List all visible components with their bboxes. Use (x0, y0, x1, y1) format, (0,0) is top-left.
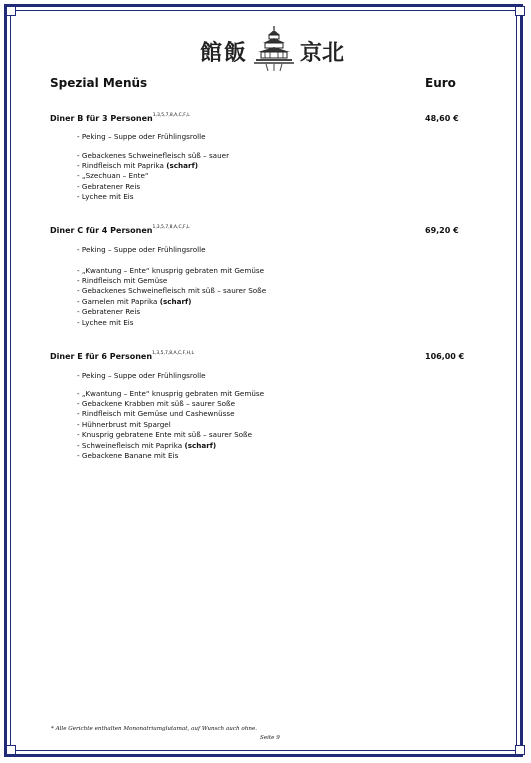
menu-price: 106,00 € (425, 352, 465, 361)
page-number: Seite 9 (260, 735, 280, 741)
menu-item: - Rindfleisch mit Paprika (scharf) (77, 161, 198, 170)
menu-price: 48,60 € (425, 114, 459, 123)
menu-item: - Hühnerbrust mit Spargel (77, 420, 171, 429)
corner-ornament (6, 6, 16, 16)
menu-item: - Peking – Suppe oder Frühlingsrolle (77, 245, 206, 254)
footnote: * Alle Gerichte enthalten Mononatriumglutamat, auf Wunsch auch ohne. (51, 726, 258, 732)
menu-title (50, 352, 194, 361)
menu-item: - Gebratener Reis (77, 182, 141, 191)
page-title: Spezial Menüs (50, 76, 148, 90)
menu-name: Diner C für 4 Personen (50, 226, 153, 235)
menu-price: 69,20 € (425, 226, 459, 235)
temple-icon (254, 26, 294, 72)
menu-title (50, 114, 190, 123)
logo-char: 北 (322, 40, 345, 66)
menu-item: - Peking – Suppe oder Frühlingsrolle (77, 132, 206, 141)
menu-item: - „Szechuan – Ente“ (77, 171, 149, 180)
allergen-codes: 1,3,5,7,8,A,C,F,L (152, 113, 190, 118)
menu-item: - Lychee mit Eis (77, 192, 134, 201)
menu-item: - Gebackene Krabben mit süß – saurer Soße (77, 399, 236, 408)
logo-char: 飯 (224, 40, 247, 66)
menu-item: - Gebratener Reis (77, 307, 141, 316)
currency-heading: Euro (425, 76, 456, 90)
corner-ornament (515, 6, 525, 16)
menu-item: - Gebackenes Schweinefleisch süß – sauer (77, 151, 230, 160)
corner-ornament (515, 745, 525, 755)
menu-item: - Peking – Suppe oder Frühlingsrolle (77, 371, 206, 380)
menu-item: - Garnelen mit Paprika (scharf) (77, 297, 192, 306)
menu-item: - Knusprig gebratene Ente mit süß – saurer Soße (77, 430, 253, 439)
menu-item: - Rindfleisch mit Gemüse und Cashewnüsse (77, 409, 235, 418)
logo-char: 館 (200, 40, 223, 66)
allergen-codes: 1,3,5,7,8,A,C,F,L (152, 225, 190, 230)
restaurant-logo (200, 26, 345, 72)
menu-title (50, 226, 190, 235)
logo-char: 京 (300, 40, 323, 66)
menu-item: - Lychee mit Eis (77, 318, 134, 327)
menu-item: - „Kwantung – Ente“ knusprig gebraten mit Gemüse (77, 266, 265, 275)
menu-item: - „Kwantung – Ente“ knusprig gebraten mit Gemüse (77, 389, 265, 398)
menu-name: Diner E für 6 Personen (50, 352, 153, 361)
menu-item: - Schweinefleisch mit Paprika (scharf) (77, 441, 217, 450)
menu-item: - Rindfleisch mit Gemüse (77, 276, 168, 285)
corner-ornament (6, 745, 16, 755)
menu-item: - Gebackene Banane mit Eis (77, 451, 179, 460)
menu-item: - Gebackenes Schweinefleisch mit süß – saurer Soße (77, 286, 267, 295)
allergen-codes: 1,3,5,7,8,A,C,F,H,L (152, 351, 194, 356)
menu-name: Diner B für 3 Personen (50, 114, 153, 123)
